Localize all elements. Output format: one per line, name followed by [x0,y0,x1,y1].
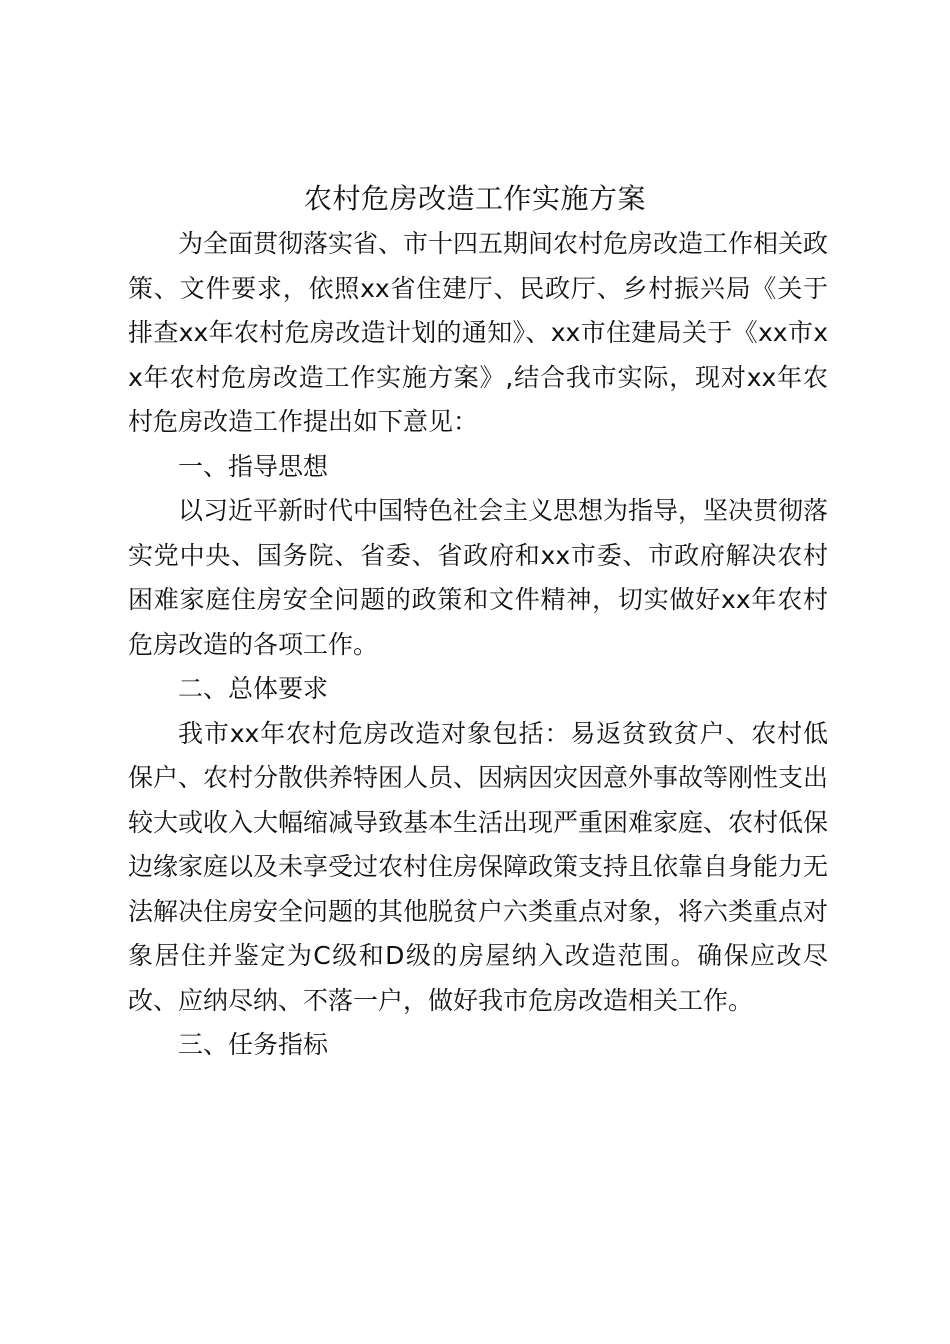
document-body [128,222,828,1068]
section-paragraph-general-requirements: 我市xx年农村危房改造对象包括：易返贫致贫户、农村低保户、农村分散供养特困人员、因病因灾因意外事故等刚性支出较大或收入大幅缩减导致基本生活出现严重困难家庭、农村低保边缘家庭以及未享受过农村住房保障政策支持且依靠自身能力无法解决住房安全问题的其他脱贫户六类重点对象，将六类重点对象居住并鉴定为C级和D级的房屋纳入改造范围。确保应改尽改、应纳尽纳、不落一户，做好我市危房改造相关工作。 [128,718,829,1015]
section-heading-guiding-ideology: 一、指导思想 [178,451,329,481]
section-heading-general-requirements: 二、总体要求 [178,674,329,703]
section-heading-task-indicators: 三、任务指标 [178,1030,329,1059]
section-paragraph-guiding-ideology: 以习近平新时代中国特色社会主义思想为指导，坚决贯彻落实党中央、国务院、省委、省政府和xx市委、市政府解决农村困难家庭住房安全问题的政策和文件精神，切实做好xx年农村危房改造的各项工作。 [128,496,829,659]
document-title: 农村危房改造工作实施方案 [303,182,646,215]
intro-paragraph: 为全面贯彻落实省、市十四五期间农村危房改造工作相关政策、文件要求，依照xx省住建厅、民政厅、乡村振兴局《关于排查xx年农村危房改造计划的通知》、xx市住建局关于《xx市xx年农村危房改造工作实施方案》,结合我市实际，现对xx年农村危房改造工作提出如下意见： [128,229,829,436]
